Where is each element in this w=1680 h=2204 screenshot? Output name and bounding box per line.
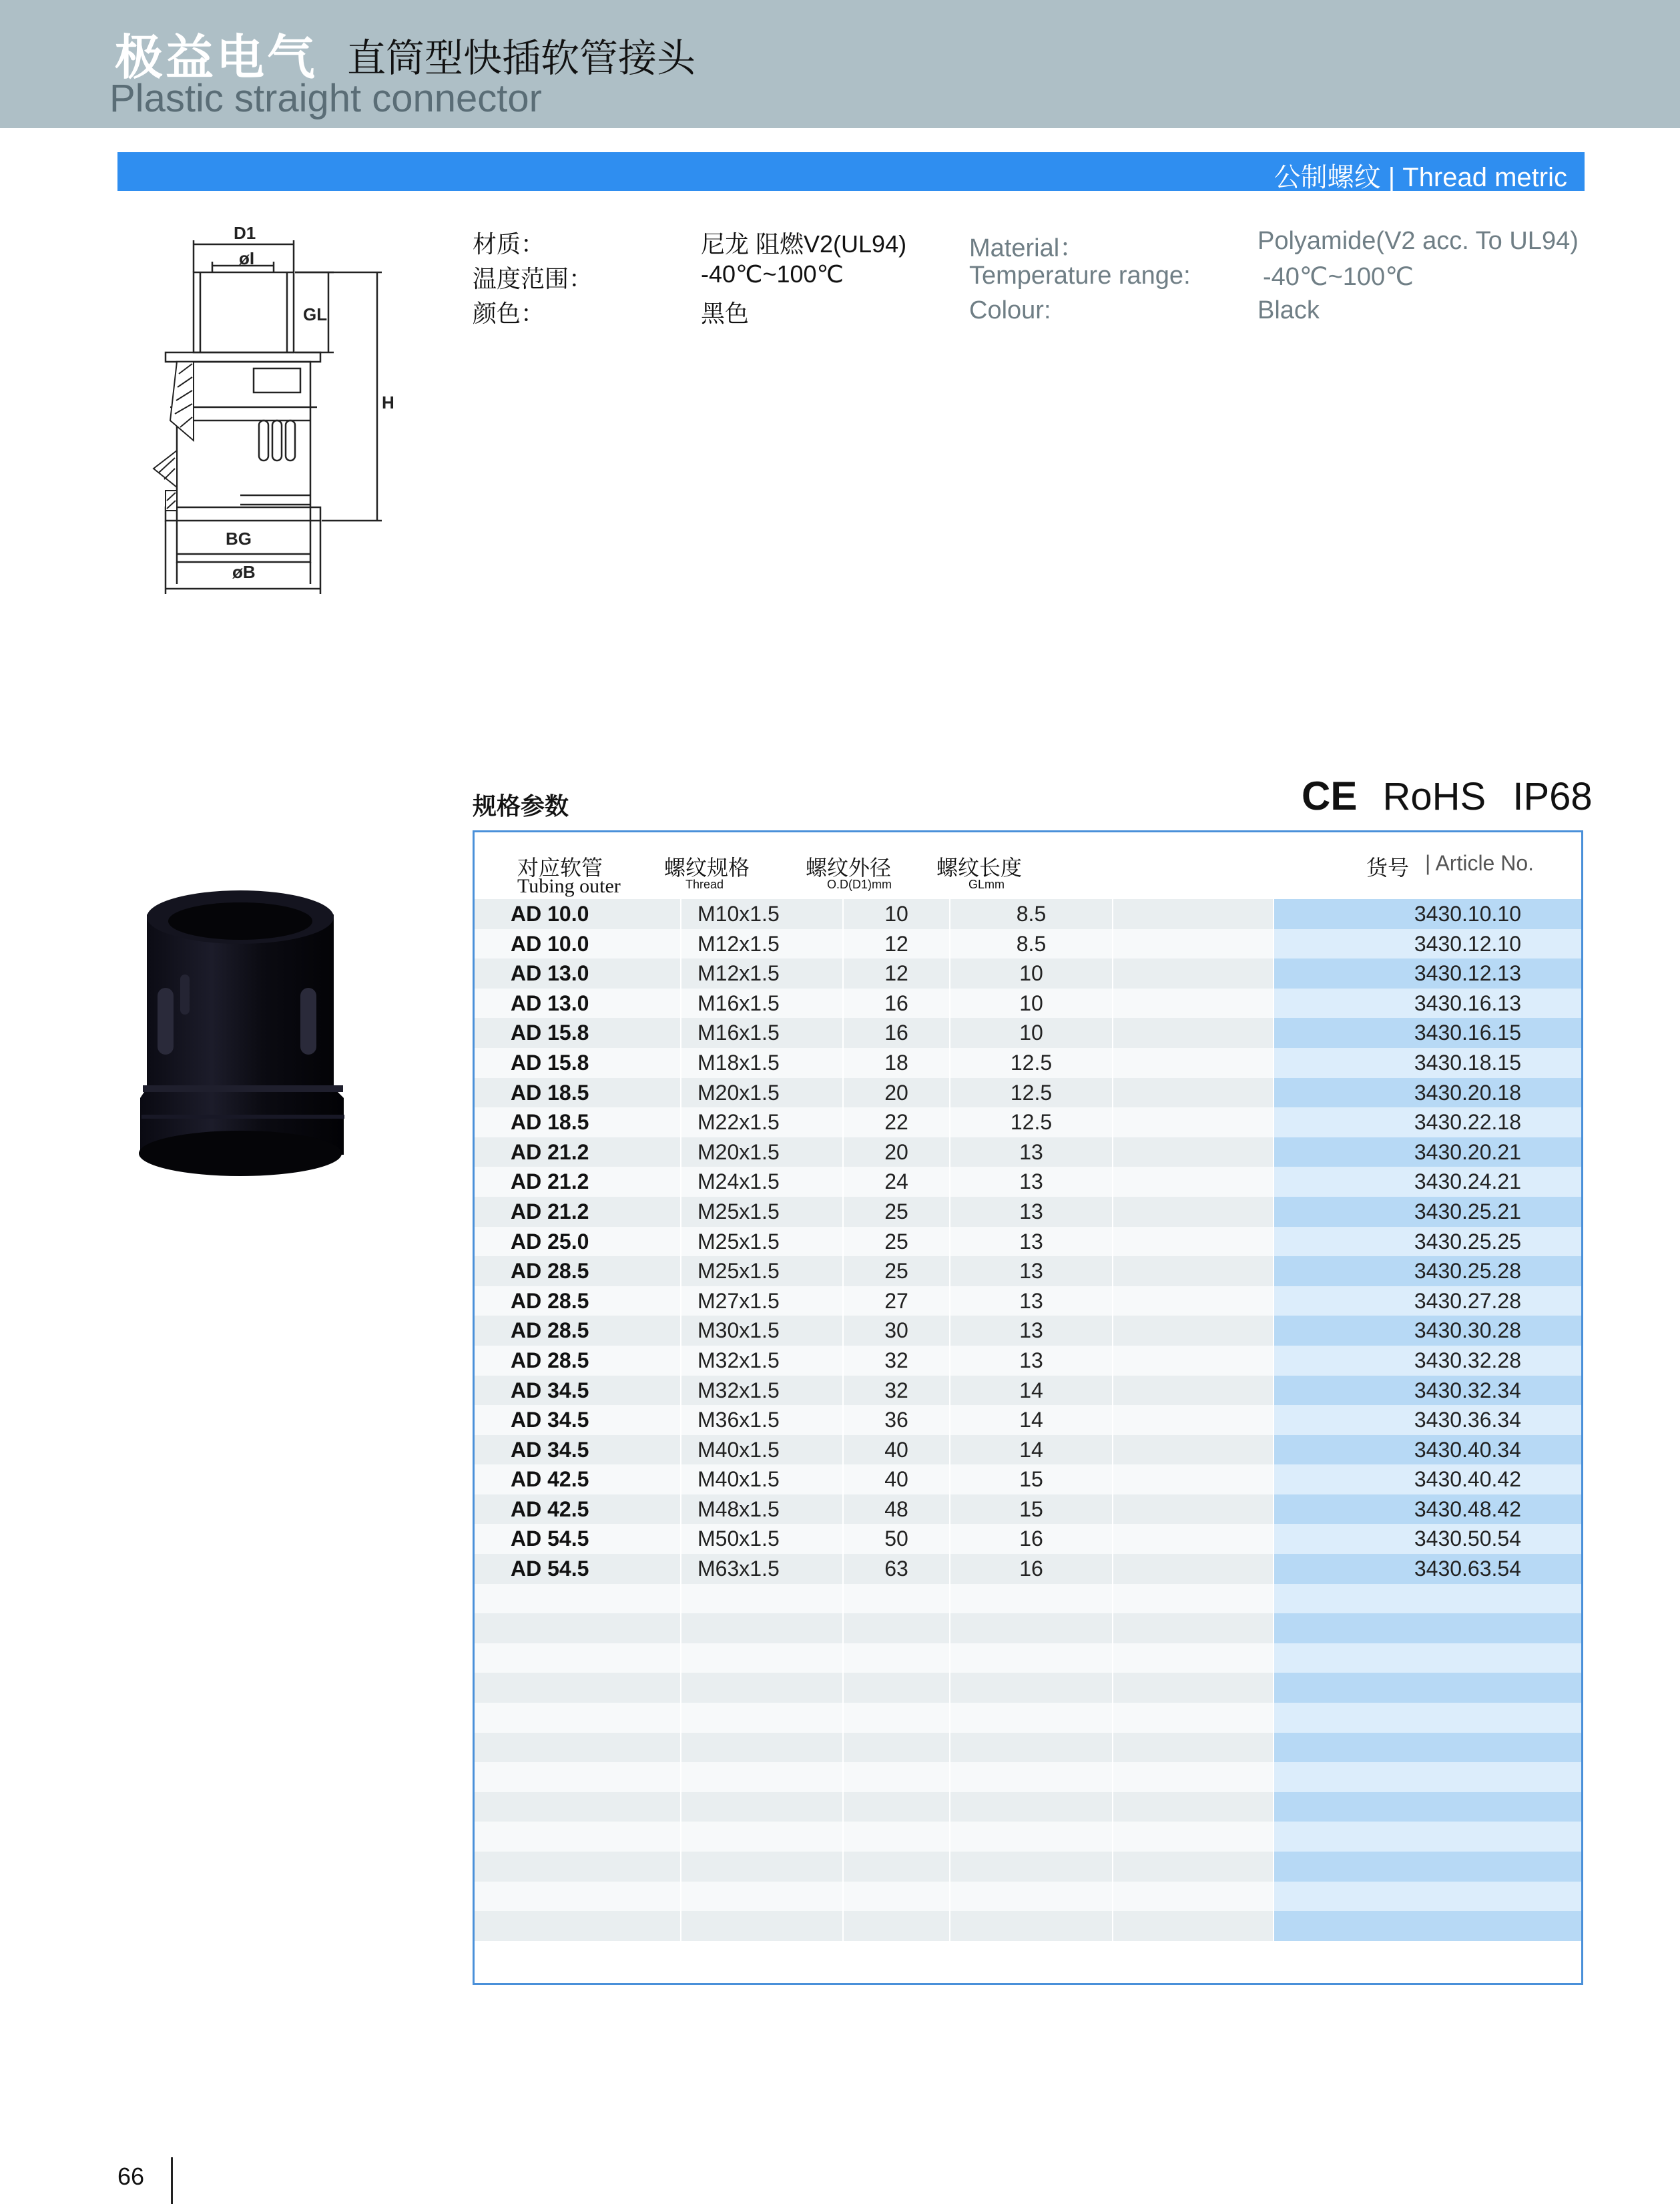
cell-spacer: [1113, 1554, 1274, 1584]
cell-thread: [681, 1792, 844, 1822]
cell-gl: 10: [950, 958, 1113, 989]
spec-title: 规格参数: [473, 792, 569, 820]
product-title-cn: 直筒型快插软管接头: [347, 37, 696, 80]
table-row: [475, 1464, 1581, 1494]
cell-article: 3430.25.25: [1274, 1227, 1581, 1257]
material-value-en: Polyamide(V2 acc. To UL94): [1257, 227, 1579, 255]
cell-article: 3430.30.28: [1274, 1316, 1581, 1346]
cell-od: [844, 1673, 950, 1703]
cell-article: 3430.63.54: [1274, 1554, 1581, 1584]
cell-od: 12: [844, 958, 950, 989]
cell-article: 3430.25.21: [1274, 1197, 1581, 1227]
material-value-cn: 尼龙 阻燃V2(UL94): [701, 230, 907, 258]
cell-gl: 12.5: [950, 1048, 1113, 1078]
cell-tubing: [475, 1762, 681, 1792]
cell-od: [844, 1792, 950, 1822]
cell-od: 20: [844, 1137, 950, 1167]
cell-tubing: AD 15.8: [475, 1018, 681, 1048]
cell-spacer: [1113, 989, 1274, 1019]
cell-article: 3430.32.28: [1274, 1346, 1581, 1376]
cell-od: [844, 1911, 950, 1941]
cell-gl: [950, 1792, 1113, 1822]
header-article-en: | Article No.: [1425, 851, 1534, 875]
cell-spacer: [1113, 1256, 1274, 1286]
table-row: [475, 1792, 1581, 1822]
cell-tubing: [475, 1673, 681, 1703]
cell-spacer: [1113, 1405, 1274, 1435]
cell-spacer: [1113, 1464, 1274, 1494]
cell-gl: [950, 1911, 1113, 1941]
cell-tubing: AD 54.5: [475, 1554, 681, 1584]
cell-tubing: AD 10.0: [475, 899, 681, 929]
cell-tubing: [475, 1733, 681, 1763]
cell-thread: M27x1.5: [681, 1286, 844, 1316]
header-od-en: O.D(D1)mm: [827, 878, 892, 891]
table-row: [475, 1762, 1581, 1792]
cell-thread: M25x1.5: [681, 1227, 844, 1257]
cell-thread: [681, 1733, 844, 1763]
cell-tubing: AD 21.2: [475, 1167, 681, 1197]
cell-thread: [681, 1822, 844, 1852]
table-row: [475, 1494, 1581, 1525]
cell-tubing: AD 28.5: [475, 1316, 681, 1346]
cell-spacer: [1113, 1673, 1274, 1703]
cell-tubing: AD 10.0: [475, 929, 681, 959]
cell-article: [1274, 1882, 1581, 1912]
table-row: [475, 1405, 1581, 1435]
cell-gl: 13: [950, 1256, 1113, 1286]
cell-thread: M48x1.5: [681, 1494, 844, 1525]
cell-spacer: [1113, 1167, 1274, 1197]
cell-article: 3430.24.21: [1274, 1167, 1581, 1197]
cell-spacer: [1113, 1376, 1274, 1406]
cell-od: 25: [844, 1227, 950, 1257]
cell-thread: [681, 1673, 844, 1703]
cell-gl: [950, 1852, 1113, 1882]
colour-value-en: Black: [1257, 296, 1320, 324]
table-row: [475, 1613, 1581, 1643]
cell-tubing: AD 42.5: [475, 1494, 681, 1525]
cell-od: 16: [844, 1018, 950, 1048]
table-row: [475, 1554, 1581, 1584]
cell-article: 3430.40.42: [1274, 1464, 1581, 1494]
cell-gl: 14: [950, 1405, 1113, 1435]
cell-gl: 12.5: [950, 1078, 1113, 1108]
table-row: [475, 1435, 1581, 1465]
table-row: [475, 1197, 1581, 1227]
cell-spacer: [1113, 1435, 1274, 1465]
cell-thread: [681, 1613, 844, 1643]
table-row: [475, 929, 1581, 959]
thread-metric-band: [117, 152, 1585, 191]
cell-od: [844, 1822, 950, 1852]
cell-thread: M40x1.5: [681, 1435, 844, 1465]
header-article-cn: 货号: [1366, 856, 1410, 880]
table-row: [475, 1048, 1581, 1078]
cell-spacer: [1113, 1018, 1274, 1048]
cell-thread: [681, 1643, 844, 1673]
label-b: øB: [232, 562, 256, 582]
cell-gl: 13: [950, 1137, 1113, 1167]
cell-tubing: AD 34.5: [475, 1435, 681, 1465]
table-row: [475, 1346, 1581, 1376]
header-tubing-cn: 对应软管: [517, 856, 603, 880]
table-row: [475, 1882, 1581, 1912]
table-row: [475, 1018, 1581, 1048]
cell-gl: [950, 1584, 1113, 1614]
cell-od: 32: [844, 1346, 950, 1376]
cell-spacer: [1113, 1078, 1274, 1108]
cell-thread: M12x1.5: [681, 929, 844, 959]
cell-article: 3430.12.13: [1274, 958, 1581, 989]
cell-od: [844, 1762, 950, 1792]
technical-drawing: [140, 220, 407, 594]
header-tubing-en: Tubing outer: [517, 875, 621, 897]
cell-tubing: AD 42.5: [475, 1464, 681, 1494]
cell-tubing: [475, 1792, 681, 1822]
header-gl-cn: 螺纹长度: [936, 856, 1023, 880]
cell-article: 3430.12.10: [1274, 929, 1581, 959]
cell-thread: [681, 1584, 844, 1614]
cell-gl: 12.5: [950, 1107, 1113, 1137]
cell-spacer: [1113, 1852, 1274, 1882]
cell-tubing: AD 15.8: [475, 1048, 681, 1078]
product-title-en: Plastic straight connector: [109, 77, 542, 120]
cell-spacer: [1113, 899, 1274, 929]
cell-gl: 14: [950, 1376, 1113, 1406]
cell-od: 24: [844, 1167, 950, 1197]
table-row: [475, 1137, 1581, 1167]
cell-tubing: [475, 1852, 681, 1882]
brand-name: 极益电气: [115, 31, 318, 85]
cell-tubing: AD 21.2: [475, 1137, 681, 1167]
cell-spacer: [1113, 1286, 1274, 1316]
cell-spacer: [1113, 1733, 1274, 1763]
temperature-label-en: Temperature range:: [969, 262, 1191, 290]
cell-gl: [950, 1613, 1113, 1643]
cell-gl: 8.5: [950, 899, 1113, 929]
cell-tubing: AD 28.5: [475, 1256, 681, 1286]
cell-tubing: AD 13.0: [475, 958, 681, 989]
cell-tubing: [475, 1822, 681, 1852]
cell-od: 48: [844, 1494, 950, 1525]
cell-thread: M22x1.5: [681, 1107, 844, 1137]
cell-od: 25: [844, 1256, 950, 1286]
cell-thread: M16x1.5: [681, 1018, 844, 1048]
table-row: [475, 1911, 1581, 1941]
cell-article: 3430.20.18: [1274, 1078, 1581, 1108]
table-row: [475, 1167, 1581, 1197]
label-h: H: [382, 392, 394, 412]
page-rule: [171, 2157, 173, 2204]
cell-article: [1274, 1852, 1581, 1882]
cell-article: 3430.48.42: [1274, 1494, 1581, 1525]
cell-spacer: [1113, 1197, 1274, 1227]
cell-thread: [681, 1762, 844, 1792]
table-row: [475, 1733, 1581, 1763]
cell-spacer: [1113, 1643, 1274, 1673]
cell-article: 3430.20.21: [1274, 1137, 1581, 1167]
cell-od: [844, 1852, 950, 1882]
cell-tubing: AD 28.5: [475, 1346, 681, 1376]
cell-spacer: [1113, 1584, 1274, 1614]
cell-article: [1274, 1762, 1581, 1792]
cell-od: [844, 1584, 950, 1614]
cell-gl: [950, 1703, 1113, 1733]
cell-spacer: [1113, 1048, 1274, 1078]
cell-gl: 13: [950, 1346, 1113, 1376]
cell-article: [1274, 1733, 1581, 1763]
cell-spacer: [1113, 1882, 1274, 1912]
material-label-en: Material：: [969, 234, 1085, 262]
cell-gl: 13: [950, 1227, 1113, 1257]
table-row: [475, 1673, 1581, 1703]
cell-tubing: [475, 1584, 681, 1614]
cell-tubing: AD 34.5: [475, 1376, 681, 1406]
cell-gl: [950, 1762, 1113, 1792]
cell-article: 3430.18.15: [1274, 1048, 1581, 1078]
rohs-label: RoHS: [1382, 775, 1486, 818]
table-row: [475, 1227, 1581, 1257]
cell-article: 3430.10.10: [1274, 899, 1581, 929]
table-row: [475, 1703, 1581, 1733]
material-label-cn: 材质：: [473, 230, 545, 258]
cell-od: [844, 1613, 950, 1643]
cell-thread: M18x1.5: [681, 1048, 844, 1078]
cell-gl: 8.5: [950, 929, 1113, 959]
cell-tubing: AD 54.5: [475, 1524, 681, 1554]
cell-gl: [950, 1822, 1113, 1852]
cell-tubing: [475, 1911, 681, 1941]
cell-od: 18: [844, 1048, 950, 1078]
header-thread-en: Thread: [685, 878, 724, 891]
cell-tubing: [475, 1643, 681, 1673]
cell-spacer: [1113, 1524, 1274, 1554]
cell-gl: 10: [950, 1018, 1113, 1048]
cell-spacer: [1113, 1911, 1274, 1941]
cell-od: 22: [844, 1107, 950, 1137]
cell-tubing: [475, 1613, 681, 1643]
cell-gl: [950, 1643, 1113, 1673]
spec-table: [473, 830, 1583, 1985]
cell-gl: 13: [950, 1286, 1113, 1316]
cell-article: [1274, 1703, 1581, 1733]
label-d1: D1: [234, 223, 256, 243]
table-row: [475, 1078, 1581, 1108]
cell-thread: M36x1.5: [681, 1405, 844, 1435]
label-i: øI: [239, 248, 255, 268]
product-photo: [133, 888, 347, 1181]
cell-spacer: [1113, 1316, 1274, 1346]
cell-od: 40: [844, 1464, 950, 1494]
page-number: 66: [117, 2163, 145, 2190]
cell-spacer: [1113, 1762, 1274, 1792]
cell-thread: M63x1.5: [681, 1554, 844, 1584]
cell-gl: [950, 1733, 1113, 1763]
cell-gl: 13: [950, 1167, 1113, 1197]
cell-article: 3430.36.34: [1274, 1405, 1581, 1435]
cell-tubing: AD 21.2: [475, 1197, 681, 1227]
cell-spacer: [1113, 958, 1274, 989]
cell-spacer: [1113, 1137, 1274, 1167]
cell-spacer: [1113, 1346, 1274, 1376]
colour-label-cn: 颜色：: [473, 300, 545, 327]
cell-tubing: [475, 1703, 681, 1733]
cell-thread: M30x1.5: [681, 1316, 844, 1346]
cell-article: [1274, 1792, 1581, 1822]
cell-thread: M16x1.5: [681, 989, 844, 1019]
cell-thread: [681, 1911, 844, 1941]
cell-od: 30: [844, 1316, 950, 1346]
cell-tubing: AD 18.5: [475, 1107, 681, 1137]
table-row: [475, 1107, 1581, 1137]
header-od-cn: 螺纹外径: [806, 856, 892, 880]
table-row: [475, 1256, 1581, 1286]
cell-spacer: [1113, 929, 1274, 959]
cell-article: 3430.25.28: [1274, 1256, 1581, 1286]
ce-mark: CE: [1302, 774, 1358, 818]
table-row: [475, 1376, 1581, 1406]
cell-tubing: [475, 1882, 681, 1912]
cell-tubing: AD 18.5: [475, 1078, 681, 1108]
colour-label-en: Colour:: [969, 296, 1051, 324]
cell-spacer: [1113, 1227, 1274, 1257]
cell-thread: [681, 1882, 844, 1912]
table-row: [475, 1643, 1581, 1673]
cell-od: [844, 1643, 950, 1673]
table-body: [475, 899, 1581, 1941]
cell-thread: [681, 1852, 844, 1882]
cell-od: [844, 1882, 950, 1912]
ip68-label: IP68: [1512, 775, 1593, 818]
temperature-value-en: -40℃~100℃: [1263, 263, 1414, 291]
table-row: [475, 958, 1581, 989]
table-row: [475, 1524, 1581, 1554]
cell-gl: 14: [950, 1435, 1113, 1465]
header-gl-en: GLmm: [968, 878, 1005, 891]
table-row: [475, 1822, 1581, 1852]
cell-spacer: [1113, 1822, 1274, 1852]
label-gl: GL: [303, 304, 328, 324]
cell-thread: M20x1.5: [681, 1078, 844, 1108]
cell-article: [1274, 1822, 1581, 1852]
cell-spacer: [1113, 1703, 1274, 1733]
cell-spacer: [1113, 1494, 1274, 1525]
cell-od: 40: [844, 1435, 950, 1465]
cell-tubing: AD 25.0: [475, 1227, 681, 1257]
cell-thread: M20x1.5: [681, 1137, 844, 1167]
label-bg: BG: [226, 529, 252, 549]
cell-tubing: AD 28.5: [475, 1286, 681, 1316]
table-row: [475, 989, 1581, 1019]
cell-thread: M24x1.5: [681, 1167, 844, 1197]
cell-thread: [681, 1703, 844, 1733]
cell-od: 10: [844, 899, 950, 929]
temperature-value-cn: -40℃~100℃: [701, 260, 844, 288]
table-row: [475, 1316, 1581, 1346]
table-row: [475, 1852, 1581, 1882]
cell-od: 16: [844, 989, 950, 1019]
cell-thread: M50x1.5: [681, 1524, 844, 1554]
thread-metric-label: 公制螺纹 | Thread metric: [1274, 163, 1567, 192]
cell-spacer: [1113, 1107, 1274, 1137]
cell-gl: 13: [950, 1316, 1113, 1346]
cell-thread: M32x1.5: [681, 1346, 844, 1376]
temperature-label-cn: 温度范围：: [473, 265, 593, 292]
cell-article: [1274, 1584, 1581, 1614]
cell-article: [1274, 1673, 1581, 1703]
cell-od: 12: [844, 929, 950, 959]
cell-gl: [950, 1673, 1113, 1703]
cell-gl: 16: [950, 1524, 1113, 1554]
cell-od: 27: [844, 1286, 950, 1316]
cell-od: 32: [844, 1376, 950, 1406]
cell-thread: M25x1.5: [681, 1256, 844, 1286]
cell-od: [844, 1703, 950, 1733]
cell-tubing: AD 13.0: [475, 989, 681, 1019]
cell-article: [1274, 1643, 1581, 1673]
cell-gl: [950, 1882, 1113, 1912]
cell-thread: M10x1.5: [681, 899, 844, 929]
cell-gl: 16: [950, 1554, 1113, 1584]
cell-od: [844, 1733, 950, 1763]
cell-od: 36: [844, 1405, 950, 1435]
cell-tubing: AD 34.5: [475, 1405, 681, 1435]
cell-article: 3430.32.34: [1274, 1376, 1581, 1406]
cell-gl: 13: [950, 1197, 1113, 1227]
cell-gl: 10: [950, 989, 1113, 1019]
cell-od: 25: [844, 1197, 950, 1227]
cell-article: [1274, 1911, 1581, 1941]
cell-thread: M40x1.5: [681, 1464, 844, 1494]
cell-od: 20: [844, 1078, 950, 1108]
table-row: [475, 1286, 1581, 1316]
cell-spacer: [1113, 1792, 1274, 1822]
cell-article: [1274, 1613, 1581, 1643]
cell-thread: M12x1.5: [681, 958, 844, 989]
cell-article: 3430.50.54: [1274, 1524, 1581, 1554]
cell-od: 63: [844, 1554, 950, 1584]
table-row: [475, 1584, 1581, 1614]
cell-article: 3430.16.15: [1274, 1018, 1581, 1048]
cell-od: 50: [844, 1524, 950, 1554]
certifications: [1302, 773, 1593, 819]
colour-value-cn: 黑色: [701, 300, 750, 327]
cell-thread: M25x1.5: [681, 1197, 844, 1227]
cell-spacer: [1113, 1613, 1274, 1643]
cell-article: 3430.16.13: [1274, 989, 1581, 1019]
table-row: [475, 899, 1581, 929]
header-thread-cn: 螺纹规格: [664, 856, 750, 880]
cell-article: 3430.27.28: [1274, 1286, 1581, 1316]
cell-article: 3430.40.34: [1274, 1435, 1581, 1465]
cell-gl: 15: [950, 1494, 1113, 1525]
cell-gl: 15: [950, 1464, 1113, 1494]
cell-thread: M32x1.5: [681, 1376, 844, 1406]
cell-article: 3430.22.18: [1274, 1107, 1581, 1137]
